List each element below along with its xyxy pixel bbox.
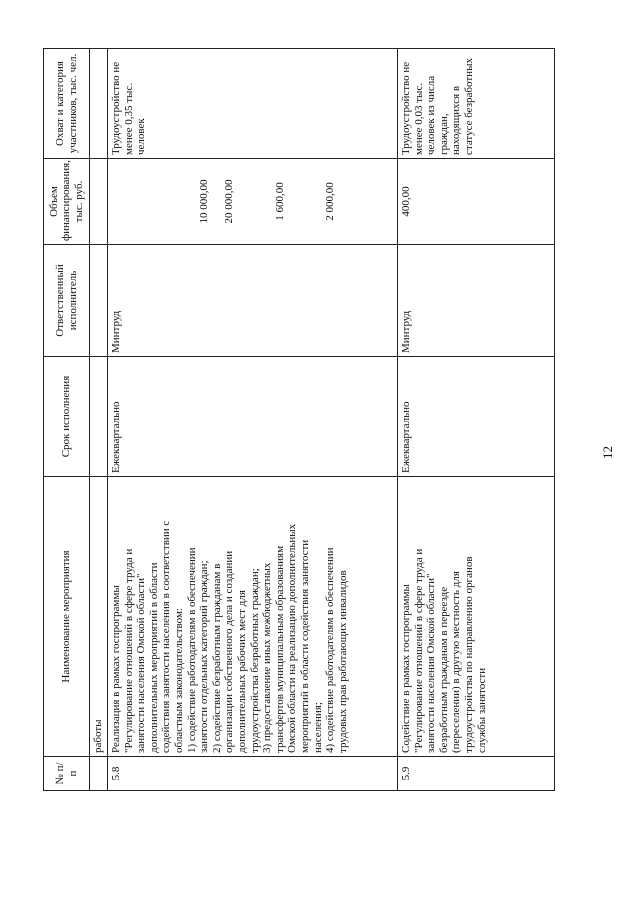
table-row bbox=[90, 49, 108, 791]
name-line: работы bbox=[92, 719, 104, 753]
header-num: № п/п bbox=[44, 757, 90, 791]
name-line: занятости отдельных категорий граждан; bbox=[198, 560, 211, 753]
volume-value: 2 000,00 bbox=[324, 182, 337, 221]
name-line: (переселении) в другую местность для bbox=[450, 571, 463, 753]
header-coverage: Охват и категория участников, тыс. чел. bbox=[44, 49, 90, 159]
volume-value bbox=[160, 162, 173, 241]
row-coverage bbox=[90, 49, 108, 159]
row-number bbox=[90, 757, 108, 791]
name-line: 1) содействие работодателям в обеспечении bbox=[185, 547, 198, 753]
name-line: содействия занятости населения в соответствии с bbox=[160, 520, 173, 753]
volume-value bbox=[92, 162, 105, 241]
name-line: 3) предоставление иных межбюджетных bbox=[261, 562, 274, 753]
name-line: "Регулирование отношений в сфере труда и bbox=[412, 548, 425, 753]
name-line: областным законодательством: bbox=[173, 608, 186, 753]
row-volume bbox=[90, 159, 108, 245]
volume-value bbox=[211, 162, 224, 241]
volume-value: 20 000,00 bbox=[223, 179, 236, 224]
volume-value bbox=[286, 162, 299, 241]
volume-value bbox=[148, 162, 161, 241]
row-executor: Минтруд bbox=[108, 245, 398, 357]
name-line: Содействие в рамках госпрограммы bbox=[399, 584, 412, 753]
row-term: Ежеквартально bbox=[397, 357, 554, 477]
volume-value bbox=[261, 162, 274, 241]
volume-value bbox=[110, 162, 123, 241]
row-term: Ежеквартально bbox=[108, 357, 398, 477]
name-line: трудоустройства по направлению органов bbox=[462, 556, 475, 753]
table-row bbox=[397, 49, 554, 791]
volume-value bbox=[312, 162, 325, 241]
volume-value bbox=[123, 162, 136, 241]
header-executor: Ответственный исполнитель bbox=[44, 245, 90, 357]
row-volume bbox=[397, 159, 554, 245]
volume-value bbox=[249, 162, 262, 241]
name-line: занятости населения Омской области" bbox=[135, 573, 148, 753]
name-line: организации собственного дела и создании bbox=[223, 550, 236, 753]
table-header-row bbox=[44, 49, 90, 791]
row-number: 5.9 bbox=[397, 757, 554, 791]
table-row bbox=[108, 49, 398, 791]
volume-value: 400,00 bbox=[399, 186, 412, 217]
table-body bbox=[90, 49, 555, 791]
row-term bbox=[90, 357, 108, 477]
header-name: Наименование мероприятия bbox=[44, 477, 90, 757]
name-line: дополнительных рабочих мест для bbox=[236, 590, 249, 753]
name-line: безработным гражданам в переезде bbox=[437, 586, 450, 753]
row-coverage: Трудоустройство не менее 0,35 тыс. человек bbox=[108, 49, 398, 159]
name-line: службы занятости bbox=[475, 667, 488, 753]
header-term: Срок исполнения bbox=[44, 357, 90, 477]
row-executor: Минтруд bbox=[397, 245, 554, 357]
name-line: 4) содействие работодателям в обеспечении bbox=[324, 547, 337, 753]
volume-value: 1 600,00 bbox=[273, 182, 286, 221]
row-executor bbox=[90, 245, 108, 357]
name-line: дополнительных мероприятий в области bbox=[147, 562, 160, 753]
volume-value bbox=[236, 162, 249, 241]
measures-table bbox=[43, 48, 555, 791]
name-line: населения; bbox=[311, 702, 324, 753]
volume-value bbox=[186, 162, 199, 241]
name-line: "Регулирование отношений в сфере труда и bbox=[122, 548, 135, 753]
row-name bbox=[397, 477, 554, 757]
name-line: трудоустройства безработных граждан; bbox=[248, 568, 261, 753]
row-number: 5.8 bbox=[108, 757, 398, 791]
row-volume bbox=[108, 159, 398, 245]
row-name bbox=[90, 477, 108, 757]
name-line: Омской области на реализацию дополнительных bbox=[286, 523, 299, 753]
name-line: занятости населения Омской области" bbox=[425, 573, 438, 753]
volume-value bbox=[299, 162, 312, 241]
row-name bbox=[108, 477, 398, 757]
name-line: 2) содействие безработным гражданам в bbox=[210, 563, 223, 753]
volume-value: 10 000,00 bbox=[198, 179, 211, 224]
header-volume: Объем финансирования, тыс. руб. bbox=[44, 159, 90, 245]
name-line: трудовых прав работающих инвалидов bbox=[336, 570, 349, 753]
name-line: Реализация в рамках госпрограммы bbox=[110, 585, 123, 753]
name-line: трансфертов муниципальным образованиям bbox=[273, 545, 286, 753]
row-coverage: Трудоустройство не менее 0,03 тыс. человек из числа граждан, находящихся в статусе безработных bbox=[397, 49, 554, 159]
page-number: 12 bbox=[600, 446, 615, 459]
name-line: мероприятий в области содействия занятости bbox=[299, 539, 312, 753]
volume-value bbox=[135, 162, 148, 241]
volume-value bbox=[173, 162, 186, 241]
